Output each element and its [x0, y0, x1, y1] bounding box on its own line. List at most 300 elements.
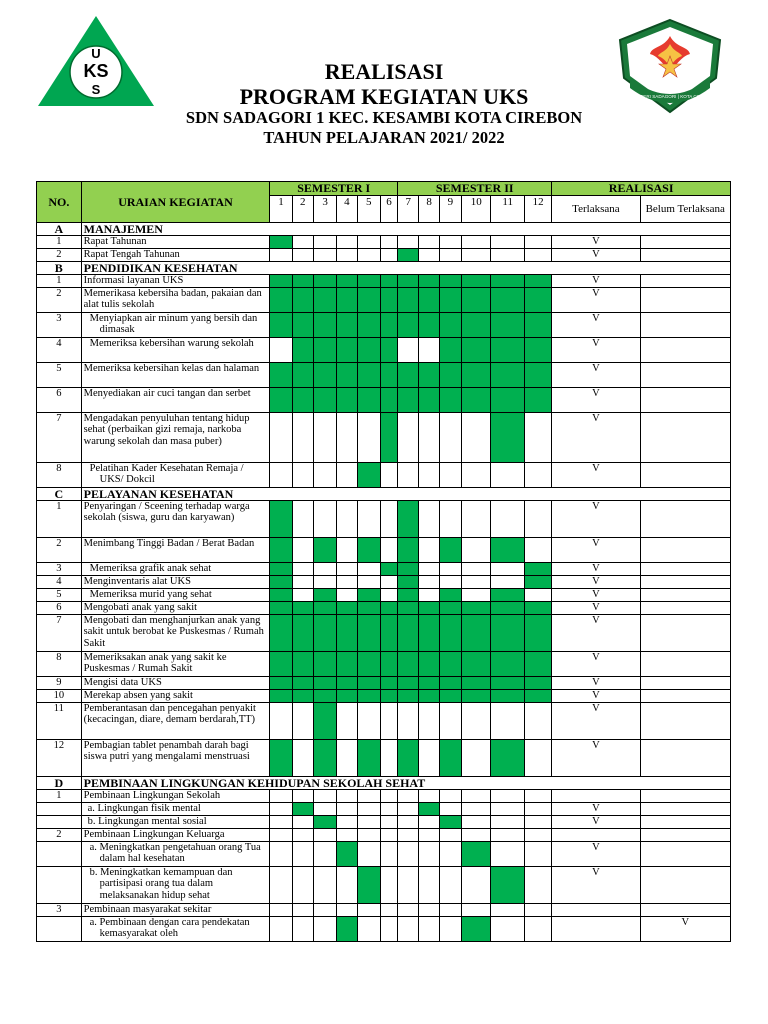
- month-cell-scheduled: [491, 363, 524, 388]
- month-cell-scheduled: [524, 288, 551, 313]
- month-cell-scheduled: [357, 615, 380, 652]
- month-cell-scheduled: [398, 288, 419, 313]
- month-cell-scheduled: [398, 313, 419, 338]
- table-row: [37, 538, 731, 563]
- month-cell-scheduled: [491, 313, 524, 338]
- month-cell-scheduled: [270, 690, 292, 703]
- month-cell-scheduled: [313, 816, 336, 829]
- month-cell: [462, 740, 491, 777]
- month-cell: [419, 236, 439, 249]
- terlaksana-mark: V: [552, 236, 640, 249]
- month-cell: [380, 867, 397, 904]
- row-number: [37, 867, 82, 904]
- month-cell: [491, 904, 524, 917]
- month-cell: [380, 842, 397, 867]
- activity-description: Menyediakan air cuci tangan dan serbet: [81, 388, 270, 413]
- month-cell-scheduled: [337, 602, 357, 615]
- section-row: [37, 777, 731, 790]
- terlaksana-mark: V: [552, 589, 640, 602]
- table-row: [37, 388, 731, 413]
- month-cell: [462, 867, 491, 904]
- month-cell: [380, 501, 397, 538]
- month-cell: [462, 538, 491, 563]
- month-cell: [292, 463, 313, 488]
- month-cell-scheduled: [313, 690, 336, 703]
- belum-terlaksana-mark: [640, 842, 730, 867]
- month-cell: [337, 463, 357, 488]
- belum-terlaksana-mark: [640, 563, 730, 576]
- belum-terlaksana-mark: [640, 576, 730, 589]
- month-cell-scheduled: [491, 690, 524, 703]
- table-row: [37, 740, 731, 777]
- row-number: 5: [37, 589, 82, 602]
- month-cell-scheduled: [380, 275, 397, 288]
- month-cell: [380, 236, 397, 249]
- month-cell-scheduled: [439, 589, 461, 602]
- month-cell-scheduled: [491, 413, 524, 463]
- row-number: 7: [37, 413, 82, 463]
- month-cell-scheduled: [357, 589, 380, 602]
- month-cell-scheduled: [357, 677, 380, 690]
- month-cell-scheduled: [292, 615, 313, 652]
- row-number: 4: [37, 338, 82, 363]
- month-cell-scheduled: [419, 615, 439, 652]
- month-cell: [462, 563, 491, 576]
- month-cell: [357, 249, 380, 262]
- month-cell: [337, 501, 357, 538]
- month-cell-scheduled: [524, 275, 551, 288]
- col-month: 2: [292, 196, 313, 223]
- belum-terlaksana-mark: [640, 790, 730, 803]
- month-cell: [292, 816, 313, 829]
- terlaksana-mark: V: [552, 602, 640, 615]
- month-cell: [419, 563, 439, 576]
- month-cell: [292, 576, 313, 589]
- month-cell: [524, 867, 551, 904]
- month-cell: [292, 867, 313, 904]
- month-cell: [491, 249, 524, 262]
- month-cell-scheduled: [313, 740, 336, 777]
- month-cell-scheduled: [357, 740, 380, 777]
- activity-description: a. Lingkungan fisik mental: [81, 803, 270, 816]
- month-cell-scheduled: [419, 677, 439, 690]
- terlaksana-mark: V: [552, 842, 640, 867]
- month-cell-scheduled: [439, 690, 461, 703]
- month-cell: [337, 576, 357, 589]
- activity-description: a. Meningkatkan pengetahuan orang Tua dalam hal kesehatan: [81, 842, 270, 867]
- month-cell: [491, 463, 524, 488]
- month-cell: [292, 589, 313, 602]
- month-cell-scheduled: [313, 615, 336, 652]
- title-school: SDN SADAGORI 1 KEC. KESAMBI KOTA CIREBON: [185, 108, 583, 127]
- table-row: [37, 236, 731, 249]
- month-cell-scheduled: [313, 589, 336, 602]
- col-month: 9: [439, 196, 461, 223]
- month-cell-scheduled: [491, 602, 524, 615]
- month-cell: [337, 816, 357, 829]
- month-cell: [439, 576, 461, 589]
- table-row: [37, 652, 731, 677]
- col-month: 5: [357, 196, 380, 223]
- month-cell-scheduled: [380, 563, 397, 576]
- terlaksana-mark: V: [552, 867, 640, 904]
- month-cell-scheduled: [524, 615, 551, 652]
- row-number: 3: [37, 313, 82, 338]
- month-cell: [380, 463, 397, 488]
- month-cell-scheduled: [337, 652, 357, 677]
- terlaksana-mark: V: [552, 803, 640, 816]
- month-cell: [357, 816, 380, 829]
- table-row: [37, 338, 731, 363]
- terlaksana-mark: V: [552, 677, 640, 690]
- month-cell-scheduled: [524, 690, 551, 703]
- month-cell: [357, 790, 380, 803]
- month-cell: [337, 538, 357, 563]
- activity-description: Memerikasa kebersiha badan, pakaian dan alat tulis sekolah: [81, 288, 270, 313]
- row-number: 5: [37, 363, 82, 388]
- table-row: [37, 413, 731, 463]
- table-row: [37, 842, 731, 867]
- col-belum-terlaksana: Belum Terlaksana: [640, 196, 730, 223]
- table-row: [37, 703, 731, 740]
- belum-terlaksana-mark: [640, 615, 730, 652]
- month-cell: [292, 236, 313, 249]
- month-cell-scheduled: [398, 501, 419, 538]
- month-cell: [419, 413, 439, 463]
- month-cell: [439, 463, 461, 488]
- month-cell-scheduled: [380, 652, 397, 677]
- month-cell-scheduled: [380, 602, 397, 615]
- month-cell: [419, 703, 439, 740]
- col-semester-2: SEMESTER II: [398, 182, 552, 196]
- belum-terlaksana-mark: [640, 803, 730, 816]
- month-cell-scheduled: [357, 275, 380, 288]
- month-cell-scheduled: [380, 615, 397, 652]
- table-row: [37, 803, 731, 816]
- month-cell: [439, 829, 461, 842]
- month-cell: [398, 463, 419, 488]
- month-cell-scheduled: [419, 388, 439, 413]
- terlaksana-mark: V: [552, 275, 640, 288]
- month-cell: [270, 917, 292, 942]
- month-cell: [491, 236, 524, 249]
- section-title: PELAYANAN KESEHATAN: [81, 488, 730, 501]
- month-cell: [357, 904, 380, 917]
- month-cell-scheduled: [337, 615, 357, 652]
- row-number: 7: [37, 615, 82, 652]
- month-cell-scheduled: [491, 740, 524, 777]
- month-cell: [419, 463, 439, 488]
- month-cell: [462, 463, 491, 488]
- month-cell-scheduled: [337, 917, 357, 942]
- month-cell: [313, 576, 336, 589]
- row-number: 6: [37, 602, 82, 615]
- col-month: 7: [398, 196, 419, 223]
- belum-terlaksana-mark: [640, 589, 730, 602]
- month-cell-scheduled: [292, 388, 313, 413]
- month-cell-scheduled: [398, 538, 419, 563]
- month-cell: [524, 236, 551, 249]
- month-cell: [419, 576, 439, 589]
- table-row: [37, 288, 731, 313]
- month-cell-scheduled: [462, 288, 491, 313]
- row-number: 8: [37, 652, 82, 677]
- month-cell: [337, 249, 357, 262]
- month-cell: [419, 740, 439, 777]
- col-month: 12: [524, 196, 551, 223]
- month-cell-scheduled: [292, 803, 313, 816]
- month-cell: [524, 803, 551, 816]
- month-cell-scheduled: [439, 313, 461, 338]
- month-cell-scheduled: [357, 652, 380, 677]
- month-cell-scheduled: [357, 313, 380, 338]
- month-cell-scheduled: [270, 615, 292, 652]
- month-cell-scheduled: [398, 677, 419, 690]
- month-cell: [439, 413, 461, 463]
- terlaksana-mark: V: [552, 249, 640, 262]
- svg-text:SD NEGERI SADAGORI | KOTA CIRE: SD NEGERI SADAGORI | KOTA CIREBON: [625, 94, 715, 99]
- month-cell: [270, 842, 292, 867]
- activity-description: Memeriksa kebersihan kelas dan halaman: [81, 363, 270, 388]
- month-cell: [524, 249, 551, 262]
- row-number: 1: [37, 275, 82, 288]
- month-cell-scheduled: [380, 677, 397, 690]
- row-number: [37, 917, 82, 942]
- month-cell: [398, 790, 419, 803]
- month-cell-scheduled: [313, 338, 336, 363]
- activity-description: Menyiapkan air minum yang bersih dan dimasak: [81, 313, 270, 338]
- month-cell: [313, 790, 336, 803]
- activity-description: Menginventaris alat UKS: [81, 576, 270, 589]
- month-cell: [419, 249, 439, 262]
- month-cell: [419, 867, 439, 904]
- month-cell: [337, 413, 357, 463]
- month-cell-scheduled: [398, 740, 419, 777]
- month-cell: [439, 803, 461, 816]
- month-cell-scheduled: [292, 313, 313, 338]
- month-cell: [398, 413, 419, 463]
- month-cell: [398, 829, 419, 842]
- terlaksana-mark: V: [552, 501, 640, 538]
- row-number: 11: [37, 703, 82, 740]
- month-cell: [419, 829, 439, 842]
- month-cell-scheduled: [270, 313, 292, 338]
- month-cell-scheduled: [357, 602, 380, 615]
- month-cell-scheduled: [491, 275, 524, 288]
- month-cell: [524, 463, 551, 488]
- month-cell: [462, 576, 491, 589]
- belum-terlaksana-mark: [640, 501, 730, 538]
- table-row: [37, 615, 731, 652]
- month-cell-scheduled: [270, 288, 292, 313]
- month-cell-scheduled: [398, 249, 419, 262]
- month-cell: [313, 236, 336, 249]
- belum-terlaksana-mark: [640, 463, 730, 488]
- belum-terlaksana-mark: [640, 338, 730, 363]
- month-cell: [357, 563, 380, 576]
- activity-description: Informasi layanan UKS: [81, 275, 270, 288]
- month-cell-scheduled: [419, 652, 439, 677]
- month-cell-scheduled: [292, 275, 313, 288]
- month-cell: [491, 829, 524, 842]
- month-cell-scheduled: [462, 677, 491, 690]
- month-cell-scheduled: [439, 538, 461, 563]
- month-cell-scheduled: [380, 690, 397, 703]
- month-cell-scheduled: [398, 388, 419, 413]
- belum-terlaksana-mark: [640, 602, 730, 615]
- month-cell-scheduled: [524, 652, 551, 677]
- month-cell-scheduled: [439, 388, 461, 413]
- month-cell: [439, 842, 461, 867]
- month-cell-scheduled: [313, 602, 336, 615]
- section-letter: A: [37, 223, 82, 236]
- month-cell-scheduled: [491, 867, 524, 904]
- row-number: 2: [37, 249, 82, 262]
- month-cell-scheduled: [270, 602, 292, 615]
- col-month: 11: [491, 196, 524, 223]
- month-cell: [462, 249, 491, 262]
- month-cell-scheduled: [270, 388, 292, 413]
- activity-description: Memeriksa murid yang sehat: [81, 589, 270, 602]
- month-cell: [313, 249, 336, 262]
- terlaksana-mark: V: [552, 615, 640, 652]
- month-cell: [380, 589, 397, 602]
- month-cell-scheduled: [462, 917, 491, 942]
- terlaksana-mark: V: [552, 313, 640, 338]
- section-letter: C: [37, 488, 82, 501]
- activity-description: Pemberantasan dan pencegahan penyakit (kecacingan, diare, demam berdarah,TT): [81, 703, 270, 740]
- month-cell: [439, 917, 461, 942]
- month-cell: [524, 790, 551, 803]
- terlaksana-mark: [552, 904, 640, 917]
- month-cell-scheduled: [524, 677, 551, 690]
- month-cell: [419, 917, 439, 942]
- terlaksana-mark: V: [552, 538, 640, 563]
- col-semester-1: SEMESTER I: [270, 182, 398, 196]
- month-cell: [357, 576, 380, 589]
- month-cell: [524, 703, 551, 740]
- month-cell-scheduled: [270, 563, 292, 576]
- month-cell: [380, 703, 397, 740]
- activity-description: Rapat Tahunan: [81, 236, 270, 249]
- month-cell: [419, 501, 439, 538]
- month-cell: [313, 501, 336, 538]
- belum-terlaksana-mark: [640, 816, 730, 829]
- row-number: 4: [37, 576, 82, 589]
- month-cell-scheduled: [398, 589, 419, 602]
- month-cell: [524, 917, 551, 942]
- month-cell: [439, 790, 461, 803]
- month-cell-scheduled: [491, 338, 524, 363]
- month-cell: [357, 501, 380, 538]
- title-realisasi: REALISASI: [324, 59, 444, 84]
- month-cell: [270, 803, 292, 816]
- activity-description: a. Pembinaan dengan cara pendekatan kemasyarakat oleh: [81, 917, 270, 942]
- month-cell: [337, 236, 357, 249]
- activity-description: Pelatihan Kader Kesehatan Remaja / UKS/ Dokcil: [81, 463, 270, 488]
- month-cell: [462, 501, 491, 538]
- month-cell: [398, 236, 419, 249]
- month-cell: [439, 904, 461, 917]
- month-cell-scheduled: [270, 652, 292, 677]
- svg-text:S: S: [91, 82, 101, 97]
- table-row: [37, 589, 731, 602]
- month-cell: [491, 501, 524, 538]
- month-cell: [337, 904, 357, 917]
- month-cell: [337, 803, 357, 816]
- terlaksana-mark: V: [552, 576, 640, 589]
- month-cell: [398, 816, 419, 829]
- row-number: 8: [37, 463, 82, 488]
- month-cell-scheduled: [313, 275, 336, 288]
- month-cell-scheduled: [419, 803, 439, 816]
- terlaksana-mark: [552, 917, 640, 942]
- month-cell: [491, 576, 524, 589]
- activity-description: Pembinaan Lingkungan Keluarga: [81, 829, 270, 842]
- month-cell-scheduled: [419, 363, 439, 388]
- table-row: [37, 313, 731, 338]
- month-cell-scheduled: [270, 501, 292, 538]
- month-cell: [524, 842, 551, 867]
- month-cell: [524, 589, 551, 602]
- month-cell-scheduled: [524, 388, 551, 413]
- table-row: [37, 563, 731, 576]
- section-title: MANAJEMEN: [81, 223, 730, 236]
- month-cell-scheduled: [380, 388, 397, 413]
- month-cell: [292, 790, 313, 803]
- month-cell: [337, 589, 357, 602]
- month-cell: [292, 501, 313, 538]
- terlaksana-mark: V: [552, 703, 640, 740]
- month-cell-scheduled: [462, 275, 491, 288]
- activity-description: b. Meningkatkan kemampuan dan partisipasi orang tua dalam melaksanakan hidup sehat: [81, 867, 270, 904]
- section-row: [37, 488, 731, 501]
- month-cell: [357, 829, 380, 842]
- table-row: [37, 463, 731, 488]
- month-cell: [491, 790, 524, 803]
- title-year: TAHUN PELAJARAN 2021/ 2022: [263, 128, 505, 147]
- row-number: 6: [37, 388, 82, 413]
- table-row: [37, 501, 731, 538]
- belum-terlaksana-mark: [640, 703, 730, 740]
- month-cell: [398, 338, 419, 363]
- month-cell: [357, 803, 380, 816]
- month-cell: [313, 563, 336, 576]
- activity-description: Mengisi data UKS: [81, 677, 270, 690]
- row-number: 2: [37, 538, 82, 563]
- month-cell-scheduled: [439, 288, 461, 313]
- table-row: [37, 677, 731, 690]
- col-realisasi: REALISASI: [552, 182, 731, 196]
- month-cell-scheduled: [524, 363, 551, 388]
- month-cell-scheduled: [462, 388, 491, 413]
- belum-terlaksana-mark: [640, 740, 730, 777]
- month-cell-scheduled: [313, 388, 336, 413]
- month-cell: [524, 816, 551, 829]
- terlaksana-mark: V: [552, 652, 640, 677]
- col-month: 6: [380, 196, 397, 223]
- table-row: [37, 790, 731, 803]
- belum-terlaksana-mark: [640, 677, 730, 690]
- month-cell-scheduled: [337, 677, 357, 690]
- month-cell: [380, 740, 397, 777]
- table-row: [37, 275, 731, 288]
- month-cell-scheduled: [524, 576, 551, 589]
- terlaksana-mark: V: [552, 388, 640, 413]
- month-cell: [524, 501, 551, 538]
- terlaksana-mark: V: [552, 338, 640, 363]
- col-month: 4: [337, 196, 357, 223]
